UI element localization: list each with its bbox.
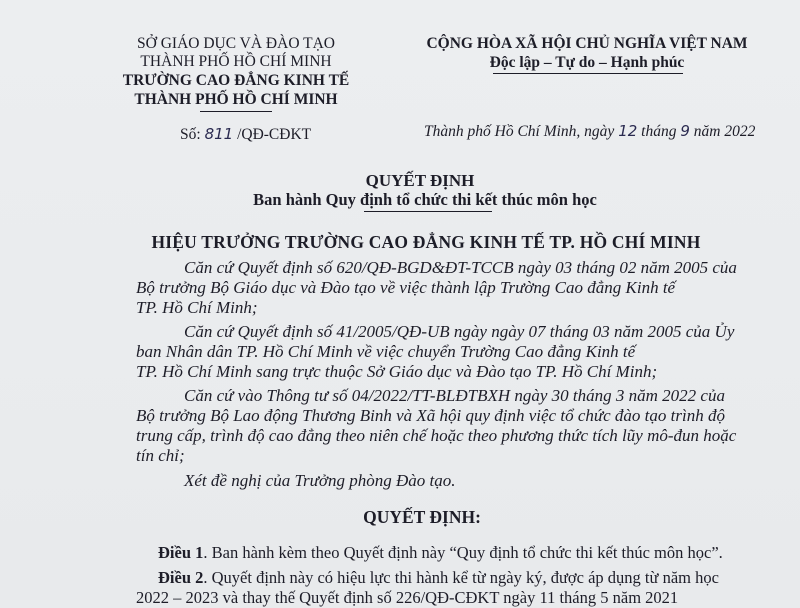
preamble-1: Căn cứ Quyết định số 620/QĐ-BGD&ĐT-TCCB ngày 03 tháng 02 năm 2005 của Bộ trưởng Bộ Giáo dục và Đào tạo về việc thành lập Trường Cao đẳng Kinh tế TP. Hồ Chí Minh; bbox=[136, 258, 737, 317]
handwritten-month: 9 bbox=[680, 122, 690, 140]
document-title: QUYẾT ĐỊNH bbox=[365, 171, 475, 190]
document-number: Số: 811 /QĐ-CĐKT bbox=[180, 125, 312, 143]
place-and-date: Thành phố Hồ Chí Minh, ngày 12 tháng 9 năm 2022 bbox=[424, 122, 756, 140]
article-1: Điều 1. Ban hành kèm theo Quyết định này “Quy định tổ chức thi kết thúc môn học”. bbox=[158, 543, 723, 562]
handwritten-number: 811 bbox=[204, 125, 234, 143]
handwritten-day: 12 bbox=[618, 122, 638, 140]
preamble-4: Xét đề nghị của Trưởng phòng Đào tạo. bbox=[184, 471, 456, 490]
country-name: CỘNG HÒA XÃ HỘI CHỦ NGHĨA VIỆT NAM bbox=[426, 35, 748, 52]
subtitle-underline bbox=[364, 211, 492, 212]
article-2: Điều 2. Quyết định này có hiệu lực thi hành kể từ ngày ký, được áp dụng từ năm học bbox=[158, 568, 719, 587]
preamble-2: Căn cứ Quyết định số 41/2005/QĐ-UB ngày ngày 07 tháng 03 năm 2005 của Ủy ban Nhân dân TP. Hồ Chí Minh về việc chuyển Trường Cao đẳng Kinh tế TP. Hồ Chí Minh sang trực thuộc Sở Giáo dục và Đào tạo TP. Hồ Chí Minh; bbox=[136, 322, 735, 381]
preamble-3: Căn cứ vào Thông tư số 04/2022/TT-BLĐTBXH ngày 30 tháng 3 năm 2022 của Bộ trưởng Bộ Lao động Thương Binh và Xã hội quy định việc tổ chức đào tạo trình độ trung cấp, trình độ cao đẳng theo niên chế hoặc theo phương thức tích lũy mô-đun hoặc tín chỉ; bbox=[136, 386, 737, 465]
department-city: THÀNH PHỐ HỒ CHÍ MINH bbox=[140, 53, 332, 70]
issuing-authority: HIỆU TRƯỞNG TRƯỜNG CAO ĐẲNG KINH TẾ TP. HỒ CHÍ MINH bbox=[151, 232, 701, 252]
left-header-underline bbox=[200, 111, 272, 112]
motto: Độc lập – Tự do – Hạnh phúc bbox=[489, 54, 685, 71]
school-name: TRƯỜNG CAO ĐẲNG KINH TẾ bbox=[122, 72, 350, 89]
document-subtitle: Ban hành Quy định tổ chức thi kết thúc môn học bbox=[253, 190, 597, 209]
decision-heading: QUYẾT ĐỊNH: bbox=[363, 507, 481, 527]
motto-underline bbox=[493, 73, 683, 74]
article-2-line-2: 2022 – 2023 và thay thế Quyết định số 226/QĐ-CĐKT ngày 11 tháng 5 năm 2021 bbox=[136, 588, 679, 607]
school-city: THÀNH PHỐ HỒ CHÍ MINH bbox=[134, 91, 338, 108]
department-name: SỞ GIÁO DỤC VÀ ĐÀO TẠO bbox=[137, 35, 335, 52]
